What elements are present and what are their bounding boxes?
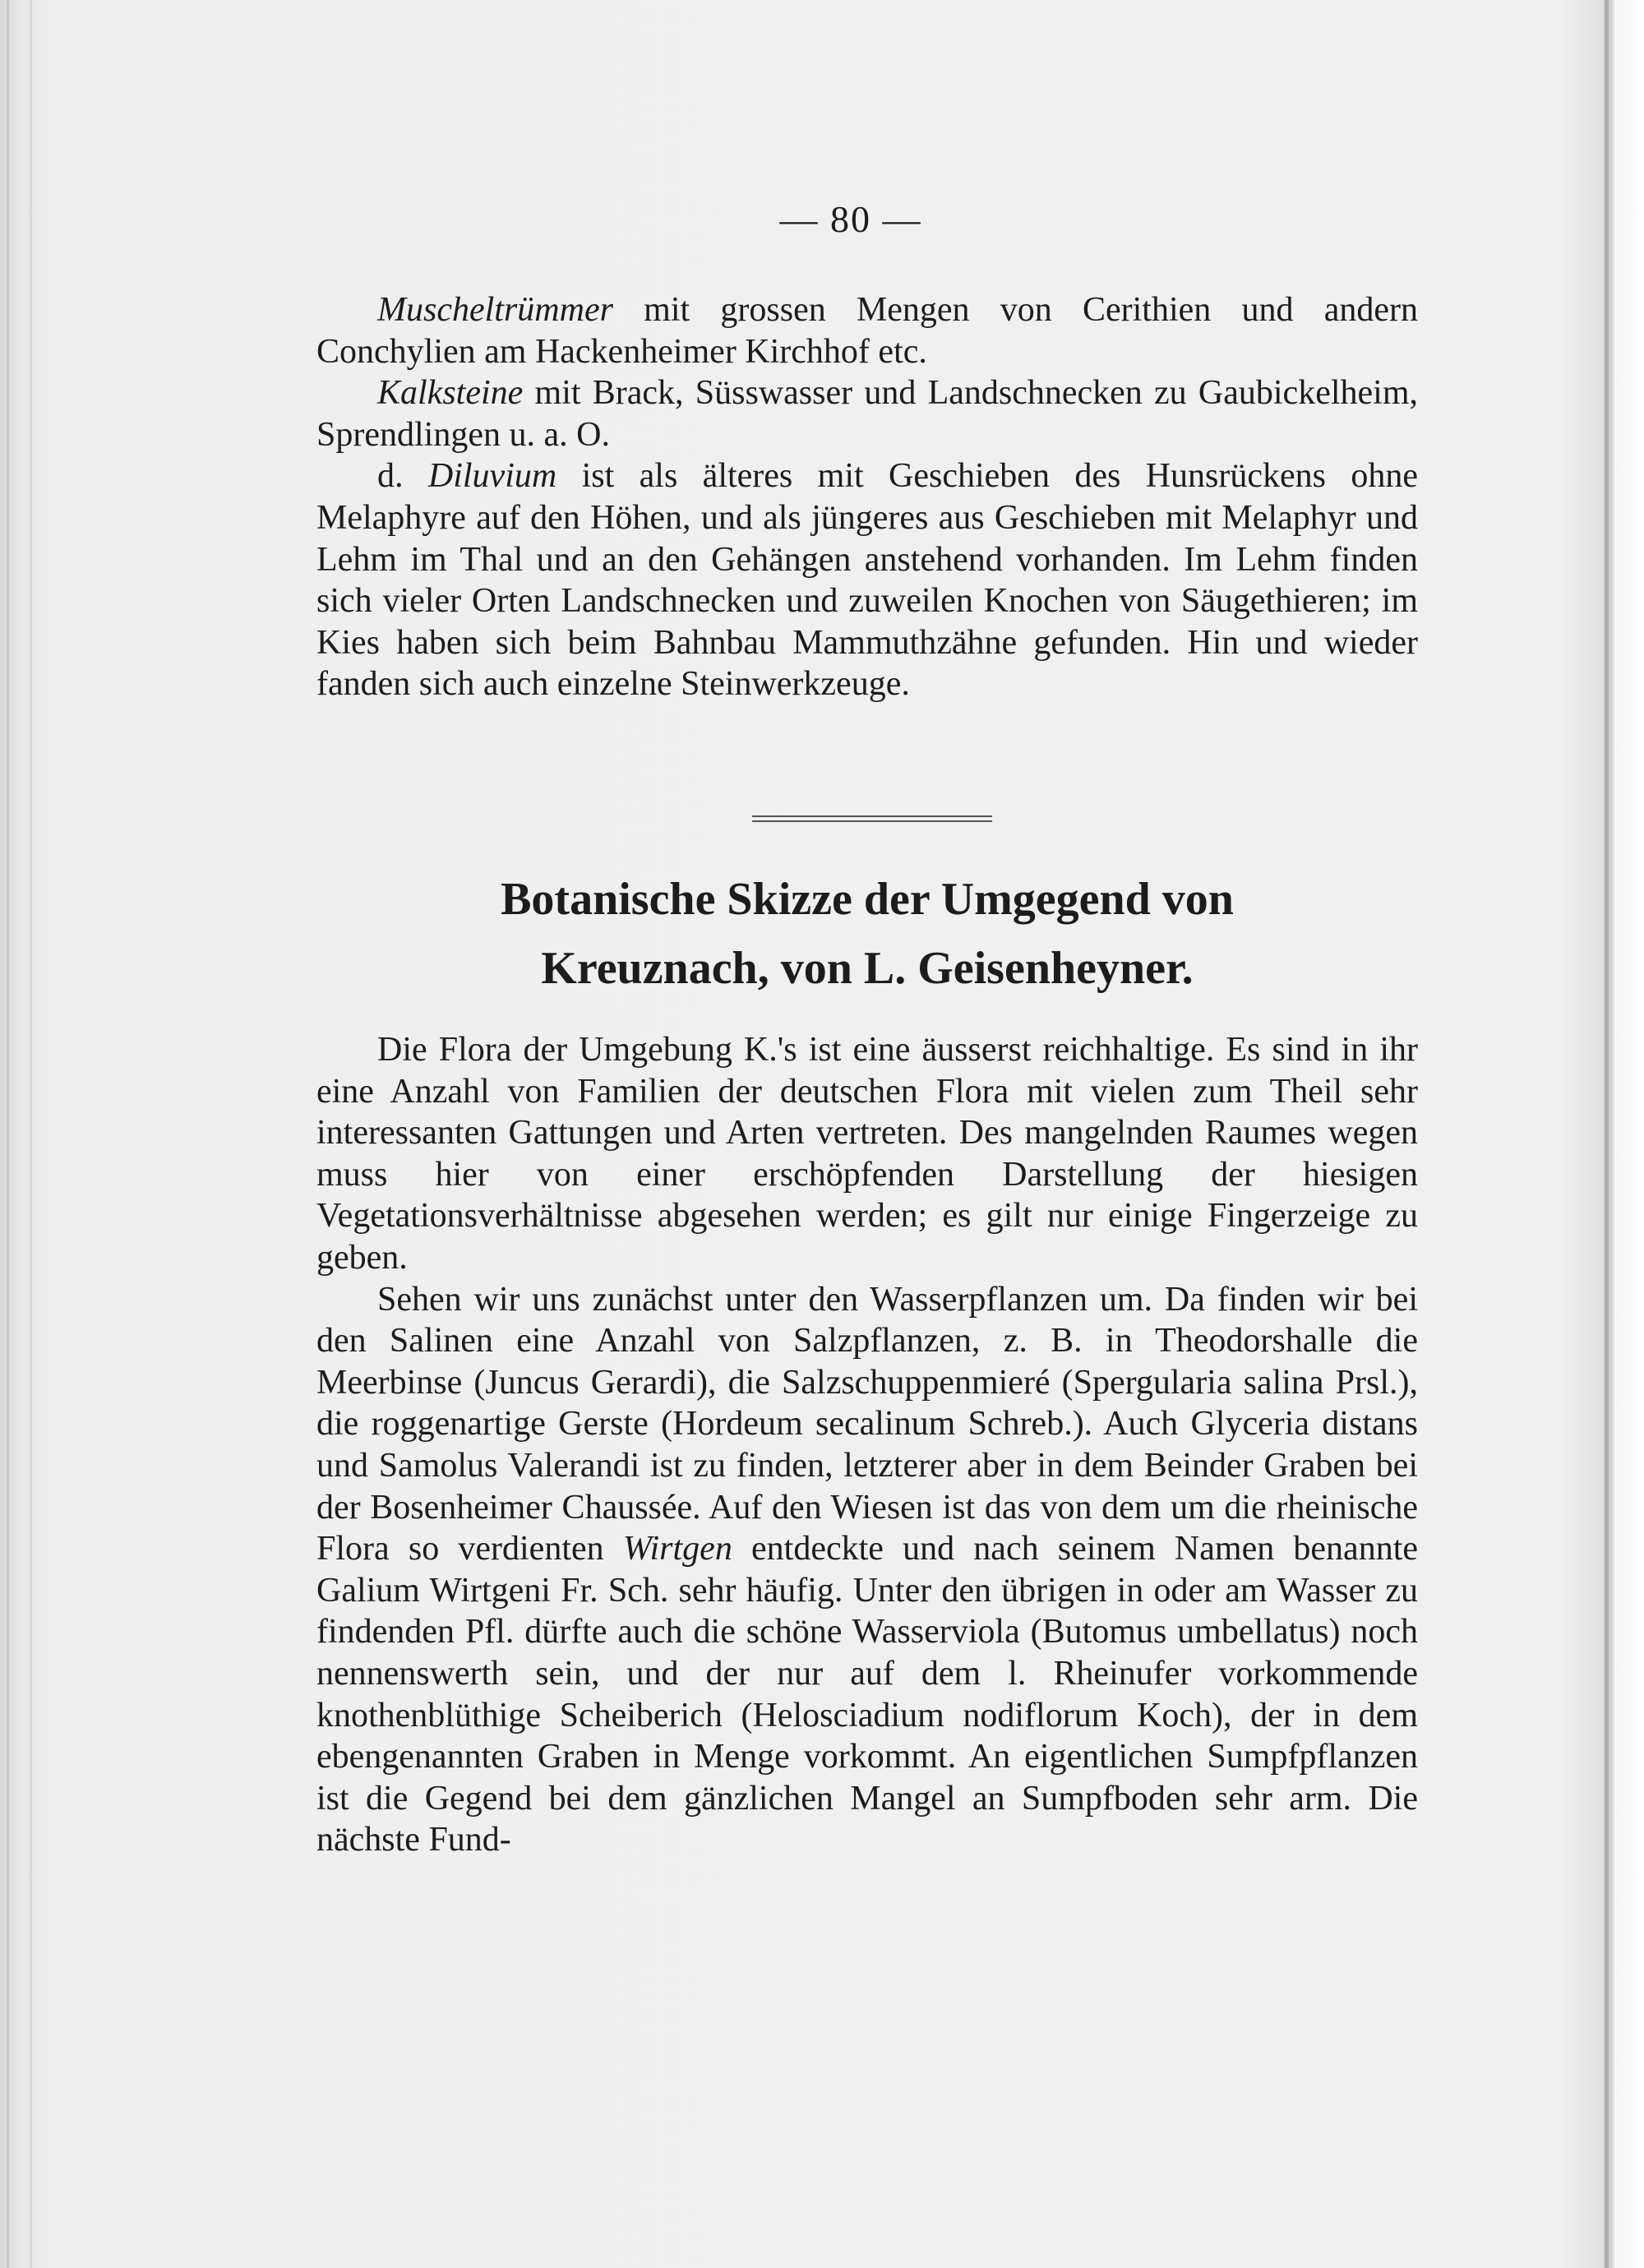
term-label: Muscheltrümmer <box>377 291 613 329</box>
title-line-1: Botanische Skizze der Umgegend von <box>501 874 1234 925</box>
paragraph-text: Sehen wir uns zunächst unter den Wasserpflanzen um. Da finden wir bei den Salinen eine Anzahl von Salzpflanzen, z. B. in Theodorshalle die Meerbinse (Juncus Gerardi), die Salzschuppenmieré (Spergularia salina Prsl.), die roggenartige Gerste (Hordeum secalinum Schreb.). Auch Glyceria distans und Samolus Valerandi ist zu finden, letzterer aber in dem Beinder Graben bei der Bosenheimer Chaussée. Auf den Wiesen ist das von dem um die rheinische Flora so verdienten <box>316 1280 1418 1568</box>
article-title <box>316 865 1418 1003</box>
paragraph-text: mit Brack, Süsswasser und Landschnecken zu Gaubickelheim, Sprendlingen u. a. O. <box>316 374 1418 454</box>
paragraph-text: ist als älteres mit Geschieben des Hunsrückens ohne Melaphyre auf den Höhen, und als jüngeres aus Geschieben mit Melaphyr und Lehm im Thal und an den Gehängen anstehend vorhanden. Im Lehm finden sich vieler Orten Landschnecken und zuweilen Knochen von Säugethieren; im Kies haben sich beim Bahnbau Mammuthzähne gefunden. Hin und wieder fanden sich auch einzelne Steinwerkzeuge. <box>316 457 1418 704</box>
person-name: Wirtgen <box>622 1530 732 1568</box>
binding-shadow <box>7 0 9 2268</box>
geology-section <box>316 289 1418 705</box>
divider-rule <box>752 815 992 817</box>
page-number: — 80 — <box>779 198 922 240</box>
article-body <box>316 1029 1418 1861</box>
paragraph-kalksteine <box>316 372 1418 455</box>
title-line-2: Kreuznach, von L. Geisenheyner. <box>541 943 1194 994</box>
paragraph-diluvium <box>316 455 1418 705</box>
paragraph-flora-intro: Die Flora der Umgebung K.'s ist eine äusserst reichhaltige. Es sind in ihr eine Anzahl von Familien der deutschen Flora mit vielen zum Theil sehr interessanten Gattungen und Arten vertreten. Des mangelnden Raumes wegen muss hier von einer erschöpfenden Darstellung der hiesigen Vegetationsverhältnisse abgesehen werden; es gilt nur einige Fingerzeige zu geben. <box>316 1031 1418 1277</box>
divider-rule <box>752 820 992 822</box>
term-label: Kalksteine <box>377 374 524 413</box>
paragraph-water-plants <box>316 1279 1418 1861</box>
term-label: Diluvium <box>427 457 557 496</box>
paragraph-text: mit grossen Mengen von Cerithien und andern Conchylien am Hackenheimer Kirchhof etc. <box>316 291 1418 371</box>
paragraph-text: entdeckte und nach seinem Namen benannte Galium Wirtgeni Fr. Sch. sehr häufig. Unter den übrigen in oder am Wasser zu findenden Pfl. dürfte auch die schöne Wasserviola (Butomus umbellatus) noch nennenswerth sein, und der nur auf dem l. Rheinufer vorkommende knothenblüthige Scheiberich (Helosciadium nodiflorum Koch), der in dem ebengenannten Graben in Menge vorkommt. An eigentlichen Sumpfpflanzen ist die Gegend bei dem gänzlichen Mangel an Sumpfboden sehr arm. Die nächste Fund- <box>316 1530 1419 1859</box>
section-divider <box>752 815 992 824</box>
paragraph-muscheltruemmer <box>316 289 1418 372</box>
section-letter: d. <box>377 457 428 496</box>
binding-shadow <box>30 0 32 2268</box>
page-edge <box>1605 0 1609 2268</box>
